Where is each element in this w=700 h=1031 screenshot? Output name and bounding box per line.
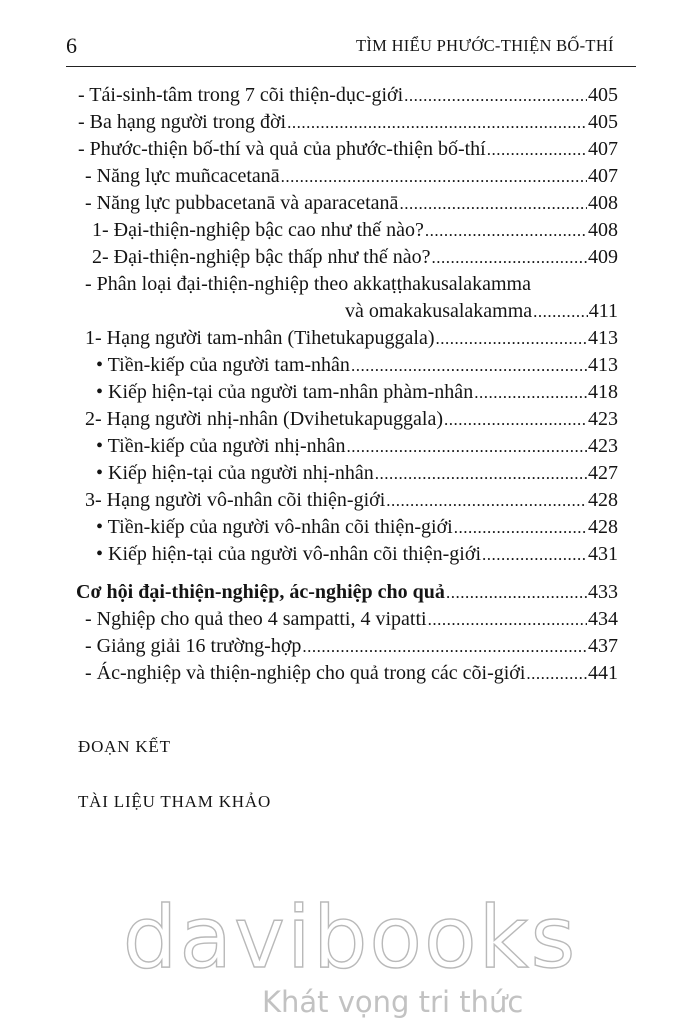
header-rule	[66, 66, 636, 67]
toc-entry	[345, 298, 618, 324]
toc-entry-title: - Phước-thiện bố-thí và quả của phước-thiện bố-thí	[78, 138, 486, 160]
toc-leader-dots	[302, 634, 587, 660]
toc-entry	[85, 325, 618, 351]
toc-entry	[85, 190, 618, 216]
toc-entry-title: 2- Hạng người nhị-nhân (Dvihetukapuggala)	[85, 408, 443, 430]
toc-entry	[78, 109, 618, 135]
toc-entry-title: Cơ hội đại-thiện-nghiệp, ác-nghiệp cho quả	[76, 581, 445, 603]
toc-entry-title: - Tái-sinh-tâm trong 7 cõi thiện-dục-giới	[78, 84, 404, 106]
watermark-brand: davibooks	[122, 888, 578, 988]
toc-entry-title: 1- Đại-thiện-nghiệp bậc cao như thế nào?	[92, 219, 424, 241]
toc-entry-page: 441	[588, 662, 618, 684]
toc-entry	[85, 487, 618, 513]
toc-entry-page: 418	[588, 381, 618, 403]
toc-entry-title: • Tiền-kiếp của người tam-nhân	[96, 354, 350, 376]
toc-entry-title: - Năng lực muñcacetanā	[85, 165, 280, 187]
toc-entry-title: • Kiếp hiện-tại của người vô-nhân cõi thiện-giới	[96, 543, 481, 565]
toc-entry	[85, 163, 618, 189]
toc-entry	[96, 379, 618, 405]
toc-entry-title: - Nghiệp cho quả theo 4 sampatti, 4 vipatti	[85, 608, 427, 630]
toc-leader-dots	[474, 380, 587, 406]
toc-entry-page: 428	[588, 516, 618, 538]
toc-entry	[96, 541, 618, 567]
toc-entry-page: 405	[588, 111, 618, 133]
toc-leader-dots	[444, 407, 587, 433]
toc-leader-dots	[533, 299, 588, 325]
toc-entry-title: • Tiền-kiếp của người vô-nhân cõi thiện-giới	[96, 516, 453, 538]
toc-leader-dots	[347, 434, 587, 460]
toc-entry-title: - Năng lực pubbacetanā và aparacetanā	[85, 192, 399, 214]
toc-entry-page: 434	[588, 608, 618, 630]
toc-leader-dots	[432, 245, 588, 271]
toc-entry	[96, 514, 618, 540]
toc-entry-page: 407	[588, 165, 618, 187]
toc-leader-dots	[386, 488, 587, 514]
toc-entry-title: • Tiền-kiếp của người nhị-nhân	[96, 435, 346, 457]
toc-entry-title: • Kiếp hiện-tại của người nhị-nhân	[96, 462, 374, 484]
toc-leader-dots	[428, 607, 587, 633]
toc-entry-page: 433	[588, 581, 618, 603]
toc-entry-page: 428	[588, 489, 618, 511]
toc-entry-page: 413	[588, 327, 618, 349]
toc-entry-title: - Giảng giải 16 trường-hợp	[85, 635, 302, 657]
page-number: 6	[66, 33, 77, 58]
toc-entry-page: 427	[588, 462, 618, 484]
toc-entry-title: 3- Hạng người vô-nhân cõi thiện-giới	[85, 489, 386, 511]
toc-entry	[85, 406, 618, 432]
toc-leader-dots	[526, 661, 587, 687]
toc-leader-dots	[487, 137, 587, 163]
running-title: TÌM HIỂU PHƯỚC-THIỆN BỐ-THÍ	[356, 36, 614, 55]
toc-leader-dots	[425, 218, 587, 244]
toc-leader-dots	[399, 191, 587, 217]
toc-entry	[85, 660, 618, 686]
toc-entry-page: 423	[588, 408, 618, 430]
toc-leader-dots	[482, 542, 587, 568]
toc-entry-page: 431	[588, 543, 618, 565]
toc-entry	[85, 606, 618, 632]
toc-entry-title: 1- Hạng người tam-nhân (Tihetukapuggala)	[85, 327, 435, 349]
toc-entry-title: - Ác-nghiệp và thiện-nghiệp cho quả trong các cõi-giới	[85, 662, 526, 684]
toc-entry	[96, 352, 618, 378]
watermark-slogan: Khát vọng tri thức	[262, 985, 524, 1019]
toc-entry-page: 407	[588, 138, 618, 160]
toc-entry-page: 405	[588, 84, 618, 106]
toc-entry-section	[76, 579, 618, 605]
section-heading-references: TÀI LIỆU THAM KHẢO	[78, 792, 272, 811]
toc-entry-page: 423	[588, 435, 618, 457]
toc-entry	[96, 433, 618, 459]
toc-entry	[78, 82, 618, 108]
toc-entry	[85, 633, 618, 659]
toc-entry-page: 437	[588, 635, 618, 657]
toc-entry-page: 409	[588, 246, 618, 268]
toc-leader-dots	[351, 353, 587, 379]
toc-entry	[92, 217, 618, 243]
toc-leader-dots	[446, 580, 587, 606]
toc-entry-title: • Kiếp hiện-tại của người tam-nhân phàm-nhân	[96, 381, 474, 403]
toc-leader-dots	[436, 326, 588, 352]
section-heading-conclusion: ĐOẠN KẾT	[78, 737, 171, 756]
toc-leader-dots	[281, 164, 587, 190]
toc-entry	[96, 460, 618, 486]
toc-entry-page: 408	[588, 219, 618, 241]
toc-entry-page: 411	[588, 300, 618, 322]
toc-entry-page: 413	[588, 354, 618, 376]
toc-leader-dots	[287, 110, 587, 136]
toc-entry-title: 2- Đại-thiện-nghiệp bậc thấp như thế nào?	[92, 246, 431, 268]
toc-entry-title-line2: và omakakusalakamma	[345, 300, 533, 322]
toc-entry-title: - Ba hạng người trong đời	[78, 111, 287, 133]
toc-entry-page: 408	[588, 192, 618, 214]
toc-leader-dots	[375, 461, 587, 487]
toc-entry-title-line1: - Phân loại đại-thiện-nghiệp theo akkaṭṭhakusalakamma	[85, 273, 531, 295]
toc-leader-dots	[404, 83, 587, 109]
toc-entry	[78, 136, 618, 162]
toc-leader-dots	[454, 515, 587, 541]
toc-entry	[92, 244, 618, 270]
